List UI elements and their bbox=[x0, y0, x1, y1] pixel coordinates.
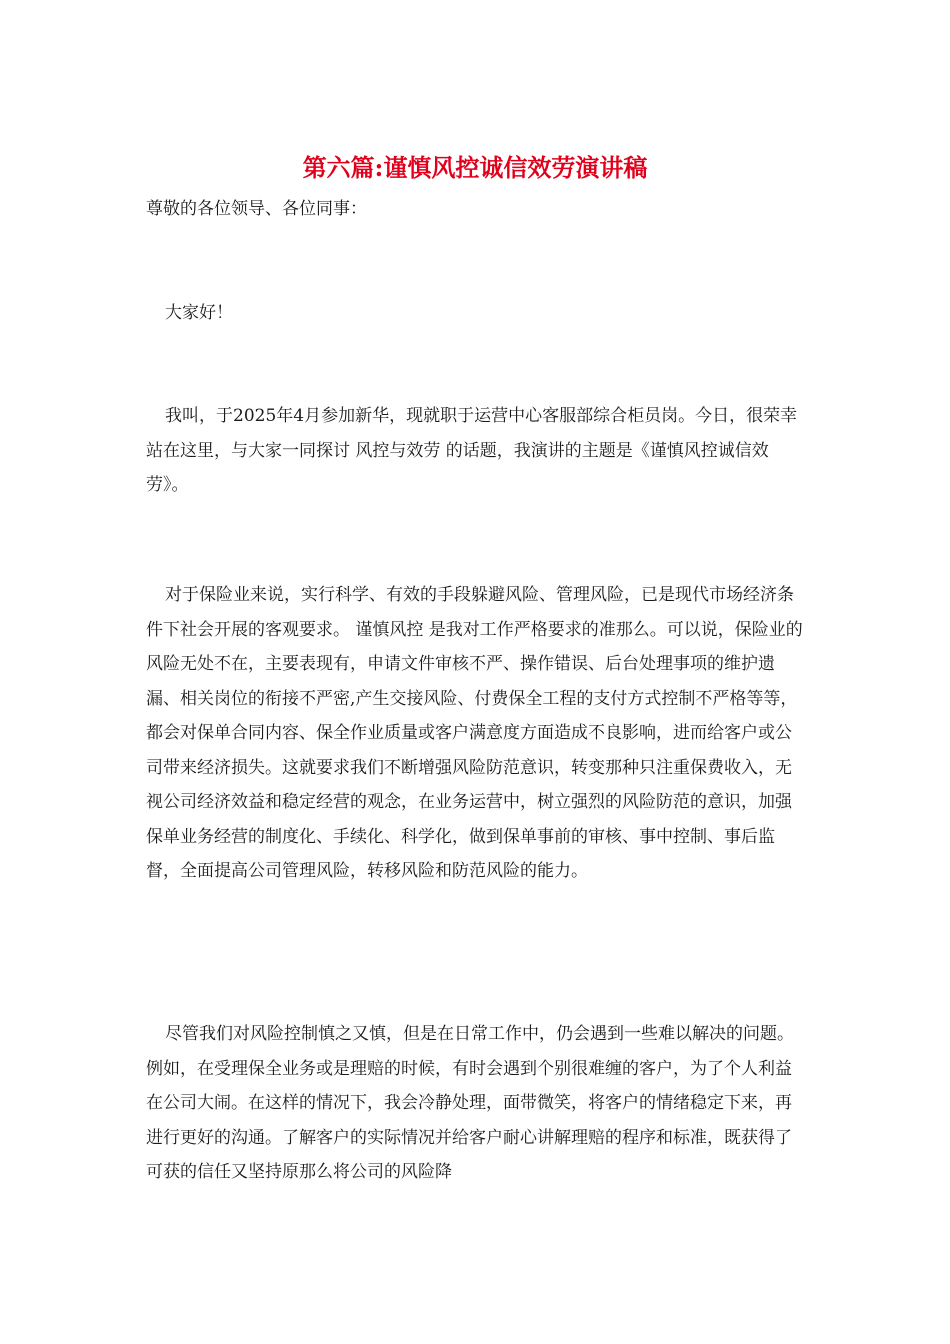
paragraph-introduction: 我叫，于2025年4月参加新华，现就职于运营中心客服部综合柜员岗。今日，很荣幸站在这里，与大家一同探讨 风控与效劳 的话题，我演讲的主题是《谨慎风控诚信效劳》。 bbox=[146, 406, 798, 495]
greeting-line: 大家好！ bbox=[165, 303, 233, 323]
paragraph-risk-control: 对于保险业来说，实行科学、有效的手段躲避风险、管理风险，已是现代市场经济条件下社会开展的客观要求。 谨慎风控 是我对工作严格要求的准那么。可以说，保险业的风险无处不在，主要表现有，申请文件审核不严、操作错误、后台处理事项的维护遗漏、相关岗位的衔接不严密,产生交接风险、付费保全工程的支付方式控制不严格等等，都会对保单合同内容、保全作业质量或客户满意度方面造成不良影响，进而给客户或公司带来经济损失。这就要求我们不断增强风险防范意识，转变那种只注重保费收入，无视公司经济效益和稳定经营的观念，在业务运营中，树立强烈的风险防范的意识，加强保单业务经营的制度化、手续化、科学化，做到保单事前的审核、事中控制、事后监督，全面提高公司管理风险，转移风险和防范风险的能力。 bbox=[146, 585, 803, 881]
salutation-line: 尊敬的各位领导、各位同事： bbox=[146, 199, 367, 219]
paragraph-customer-service: 尽管我们对风险控制慎之又慎，但是在日常工作中，仍会遇到一些难以解决的问题。例如，在受理保全业务或是理赔的时候，有时会遇到个别很难缠的客户，为了个人利益在公司大闹。在这样的情况下，我会冷静处理，面带微笑，将客户的情绪稳定下来，再进行更好的沟通。了解客户的实际情况并给客户耐心讲解理赔的程序和标准，既获得了可获的信任又坚持原那么将公司的风险降 bbox=[146, 1024, 794, 1182]
document-title: 第六篇:谨慎风控诚信效劳演讲稿 bbox=[302, 153, 648, 182]
